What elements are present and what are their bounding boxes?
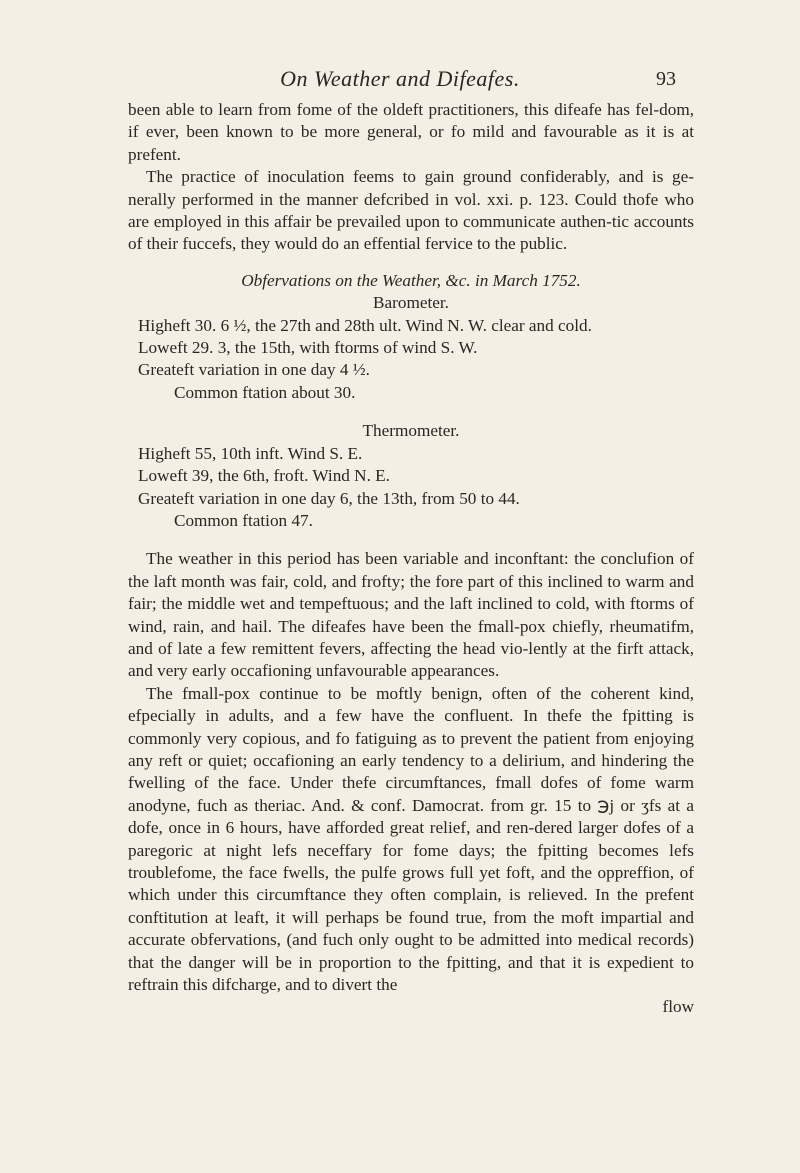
- page-number: 93: [656, 68, 676, 90]
- barometer-common: Common ftation about 30.: [174, 382, 356, 402]
- observations-title: Obfervations on the Weather, &c. in March 1752.: [241, 270, 581, 290]
- barometer-heading: Barometer.: [373, 293, 449, 313]
- catchword: flow: [662, 997, 694, 1017]
- barometer-highest: Higheft 30. 6 ½, the 27th and 28th ult. Wind N. W. clear and cold.: [138, 315, 592, 335]
- thermometer-common: Common ftation 47.: [174, 510, 313, 530]
- running-header: On Weather and Difeafes.: [280, 66, 520, 91]
- thermometer-variation: Greateft variation in one day 6, the 13th, from 50 to 44.: [138, 488, 520, 508]
- thermometer-lowest: Loweft 39, the 6th, froft. Wind N. E.: [138, 466, 390, 486]
- barometer-lowest: Loweft 29. 3, the 15th, with ftorms of wind S. W.: [138, 338, 478, 358]
- paragraph-2: The practice of inoculation feems to gain ground confiderably, and is ge-nerally performed in the manner defcribed in vol. xxi. p. 123. Could thofe who are employed in this affair be prevailed upon to communicate authen-tic accounts of their fuccefs, they would do an effential fervice to the public.: [128, 167, 694, 254]
- paragraph-1: been able to learn from fome of the oldeft practitioners, this difeafe has fel-dom, if ever, been known to be more general, or fo mild and favourable as it is at prefent.: [128, 100, 694, 164]
- barometer-variation: Greateft variation in one day 4 ½.: [138, 360, 370, 380]
- thermometer-highest: Higheft 55, 10th inft. Wind S. E.: [138, 443, 363, 463]
- paragraph-4: The fmall-pox continue to be moftly benign, often of the coherent kind, efpecially in adults, and a few have the confluent. In thefe the fpitting is commonly very copious, and fo fatiguing as to prevent the patient from enjoying any reft or quiet; occafioning an early tendency to a delirium, and hindering the fwelling of the face. Under thefe circumftances, fmall dofes of fome warm anodyne, fuch as theriac. And. & conf. Damocrat. from gr. 15 to ℈j or ʒfs at a dofe, once in 6 hours, have afforded great relief, and ren-dered larger dofes of a paregoric at night lefs neceffary for fome days; the fpitting becomes lefs troublefome, the face fwells, the pulfe grows full yet foft, and the oppreffion, of which under this circumftance they often complain, is relieved. In the prefent conftitution at leaft, it will perhaps be found true, from the moft impartial and accurate obfervations, (and fuch only ought to be admitted into medical records) that the danger will be in proportion to the fpitting, and that it is expedient to reftrain this difcharge, and to divert the: [128, 683, 694, 995]
- thermometer-heading: Thermometer.: [362, 421, 460, 441]
- paragraph-3: The weather in this period has been variable and inconftant: the conclufion of the laft month was fair, cold, and frofty; the fore part of this inclined to warm and fair; the middle wet and tempeftuous; and the laft inclined to cold, with ftorms of wind, rain, and hail. The difeafes have been the fmall-pox chiefly, rheumatifm, and of late a few remittent fevers, affecting the head vio-lently at the firft attack, and very early occafioning unfavourable appearances.: [128, 549, 694, 681]
- page-body: [128, 99, 694, 1019]
